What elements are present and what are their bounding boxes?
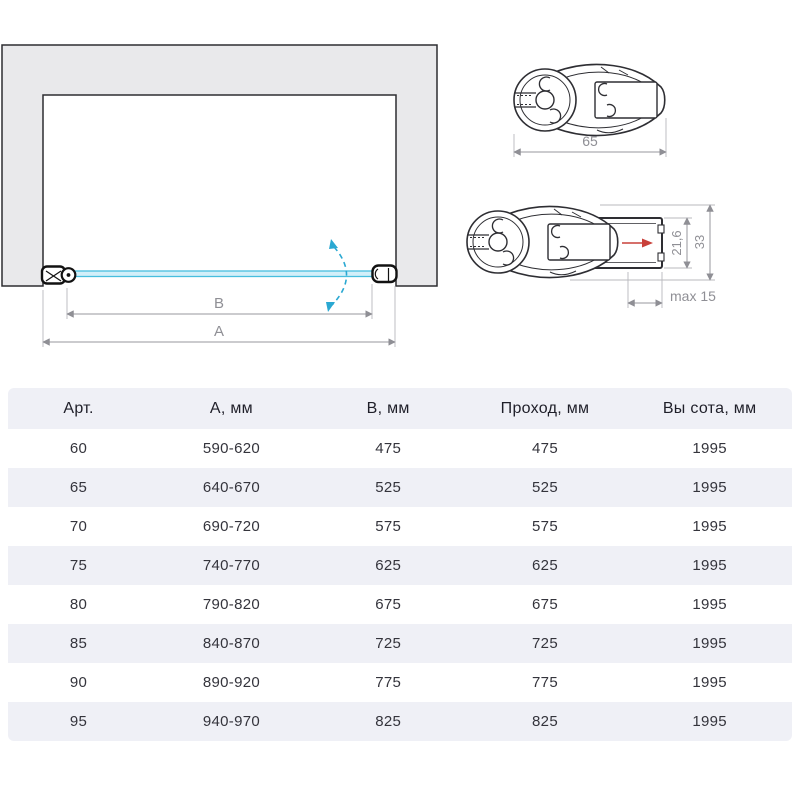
table-header-row: [8, 388, 792, 429]
table-cell: 725: [532, 635, 558, 652]
table-cell: 1995: [692, 557, 727, 574]
table-cell: 70: [69, 518, 88, 535]
col-header-art: Арт.: [63, 399, 94, 417]
glass-depth-label: 21,6: [669, 230, 684, 256]
adjustment-label: max 15: [670, 288, 716, 304]
arrow-down-icon: [326, 302, 335, 312]
col-header-a: А, мм: [209, 399, 253, 417]
dimension-adjustment: [628, 272, 716, 308]
size-table: [8, 388, 792, 741]
profile-height-label: 33: [692, 234, 707, 250]
table-cell: 775: [532, 674, 558, 691]
table-row: [8, 507, 792, 546]
table-row: [8, 663, 792, 702]
col-header-height: Вы сота, мм: [662, 399, 757, 417]
table-cell: 1995: [692, 635, 727, 652]
table-cell: 690-720: [202, 518, 260, 535]
profile-width-label: 65: [582, 133, 598, 149]
col-header-passage: Проход, мм: [500, 399, 590, 417]
profile-section-bottom: [467, 205, 716, 308]
wall: [2, 45, 437, 286]
table-row: [8, 624, 792, 663]
right-wall-profile: [373, 266, 397, 283]
dim-b-label: B: [213, 295, 225, 312]
table-cell: 625: [375, 557, 402, 574]
table-cell: 725: [375, 635, 402, 652]
table-row: [8, 585, 792, 624]
table-cell: 675: [532, 596, 558, 613]
table-row: [8, 546, 792, 585]
table-row: [8, 702, 792, 741]
table-cell: 840-870: [202, 635, 260, 652]
table-cell: 85: [69, 635, 88, 652]
table-cell: 575: [375, 518, 402, 535]
left-wall-profile: [42, 267, 75, 284]
table-cell: 60: [69, 440, 88, 457]
installation-diagram: [0, 0, 450, 375]
table-cell: 825: [532, 713, 558, 730]
table-cell: 575: [532, 518, 558, 535]
glass-door: [67, 271, 372, 277]
dim-a-label: A: [213, 323, 225, 340]
table-cell: 525: [532, 479, 558, 496]
table-cell: 95: [69, 713, 88, 730]
table-cell: 825: [375, 713, 402, 730]
table-cell: 475: [532, 440, 558, 457]
profile-section-top: [514, 65, 666, 157]
dimension-b: [67, 284, 372, 319]
col-header-b: В, мм: [366, 399, 410, 417]
table-cell: 1995: [692, 518, 727, 535]
arrow-up-icon: [329, 239, 338, 249]
table-cell: 1995: [692, 440, 727, 457]
table-row: [8, 429, 792, 468]
table-cell: 80: [69, 596, 88, 613]
table-cell: 525: [375, 479, 402, 496]
table-cell: 90: [69, 674, 88, 691]
dimension-glass-depth: [664, 218, 692, 268]
table-cell: 1995: [692, 596, 727, 613]
table-cell: 65: [69, 479, 88, 496]
table-row: [8, 468, 792, 507]
table-cell: 640-670: [202, 479, 260, 496]
table-cell: 590-620: [202, 440, 260, 457]
table-cell: 775: [375, 674, 402, 691]
table-cell: 625: [532, 557, 558, 574]
table-cell: 675: [375, 596, 402, 613]
profile-sections: [450, 30, 800, 370]
table-cell: 475: [375, 440, 402, 457]
table-cell: 790-820: [202, 596, 260, 613]
table-cell: 940-970: [202, 713, 260, 730]
table-cell: 1995: [692, 674, 727, 691]
table-cell: 890-920: [202, 674, 260, 691]
table-cell: 1995: [692, 479, 727, 496]
table-cell: 75: [69, 557, 88, 574]
table-cell: 1995: [692, 713, 727, 730]
table-cell: 740-770: [202, 557, 260, 574]
